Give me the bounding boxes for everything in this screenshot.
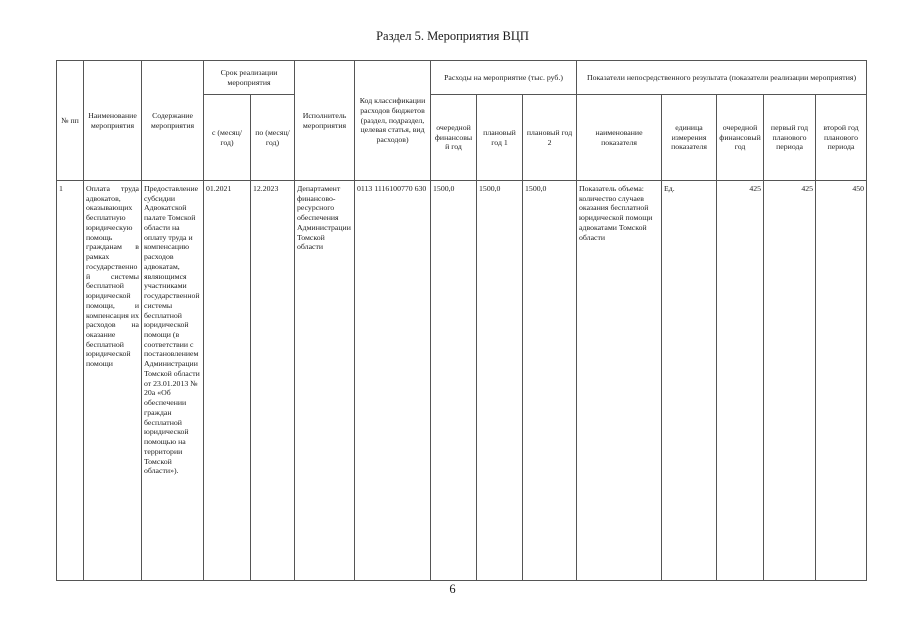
header-period: Срок реализации мероприятия	[204, 61, 295, 95]
cell-name: Оплата труда адвокатов, оказывающих бесплатную юридическую помощь гражданам в рамках государственной системы бесплатной юридической помощи, и компенсация их расходов на оказание бесплатной юридической помощи	[84, 181, 142, 581]
header-expenses: Расходы на мероприятие (тыс. руб.)	[431, 61, 577, 95]
cell-res-current: 425	[717, 181, 764, 581]
cell-exp-plan2: 1500,0	[523, 181, 577, 581]
cell-exp-plan1: 1500,0	[477, 181, 523, 581]
table-row	[57, 181, 867, 581]
cell-content: Предоставление субсидии Адвокатской палате Томской области на оплату труда и компенсацию расходов адвокатам, являющимся участниками государственной системы бесплатной юридической помощи (в соответствии с постановлением Администрации Томской области от 23.01.2013 № 20а «Об обеспечении граждан бесплатной юридической помощью на территории Томской области»).	[142, 181, 204, 581]
header-results: Показатели непосредственного результата (показатели реализации мероприятия)	[577, 61, 867, 95]
header-executor: Исполнитель мероприятия	[295, 61, 355, 181]
activities-table	[56, 60, 867, 581]
header-name: Наименование мероприятия	[84, 61, 142, 181]
header-res-plan1: первый год планового периода	[764, 95, 816, 181]
header-res-name: наименование показателя	[577, 95, 662, 181]
header-period-from: с (месяц/год)	[204, 95, 251, 181]
header-row-1	[57, 61, 867, 95]
header-res-plan2: второй год планового периода	[816, 95, 867, 181]
cell-num: 1	[57, 181, 84, 581]
header-res-current: очередной финансовый год	[717, 95, 764, 181]
header-budget-code: Код классификации расходов бюджетов (раздел, подраздел, целевая статья, вид расходов)	[355, 61, 431, 181]
cell-budget-code: 0113 1116100770 630	[355, 181, 431, 581]
section-title: Раздел 5. Мероприятия ВЦП	[376, 29, 529, 43]
cell-from: 01.2021	[204, 181, 251, 581]
page-number: 6	[449, 582, 456, 596]
header-num: № пп	[57, 61, 84, 181]
cell-res-plan1: 425	[764, 181, 816, 581]
header-period-to: по (месяц/год)	[251, 95, 295, 181]
header-res-unit: единица измерения показателя	[662, 95, 717, 181]
cell-to: 12.2023	[251, 181, 295, 581]
header-exp-current: очередной финансовый год	[431, 95, 477, 181]
header-content: Содержание мероприятия	[142, 61, 204, 181]
header-exp-plan1: плановый год 1	[477, 95, 523, 181]
cell-res-plan2: 450	[816, 181, 867, 581]
cell-executor: Департамент финансово-ресурсного обеспечения Администрации Томской области	[295, 181, 355, 581]
header-exp-plan2: плановый год 2	[523, 95, 577, 181]
cell-res-name: Показатель объема: количество случаев оказания бесплатной юридической помощи адвокатами Томской области	[577, 181, 662, 581]
cell-exp-current: 1500,0	[431, 181, 477, 581]
cell-res-unit: Ед.	[662, 181, 717, 581]
